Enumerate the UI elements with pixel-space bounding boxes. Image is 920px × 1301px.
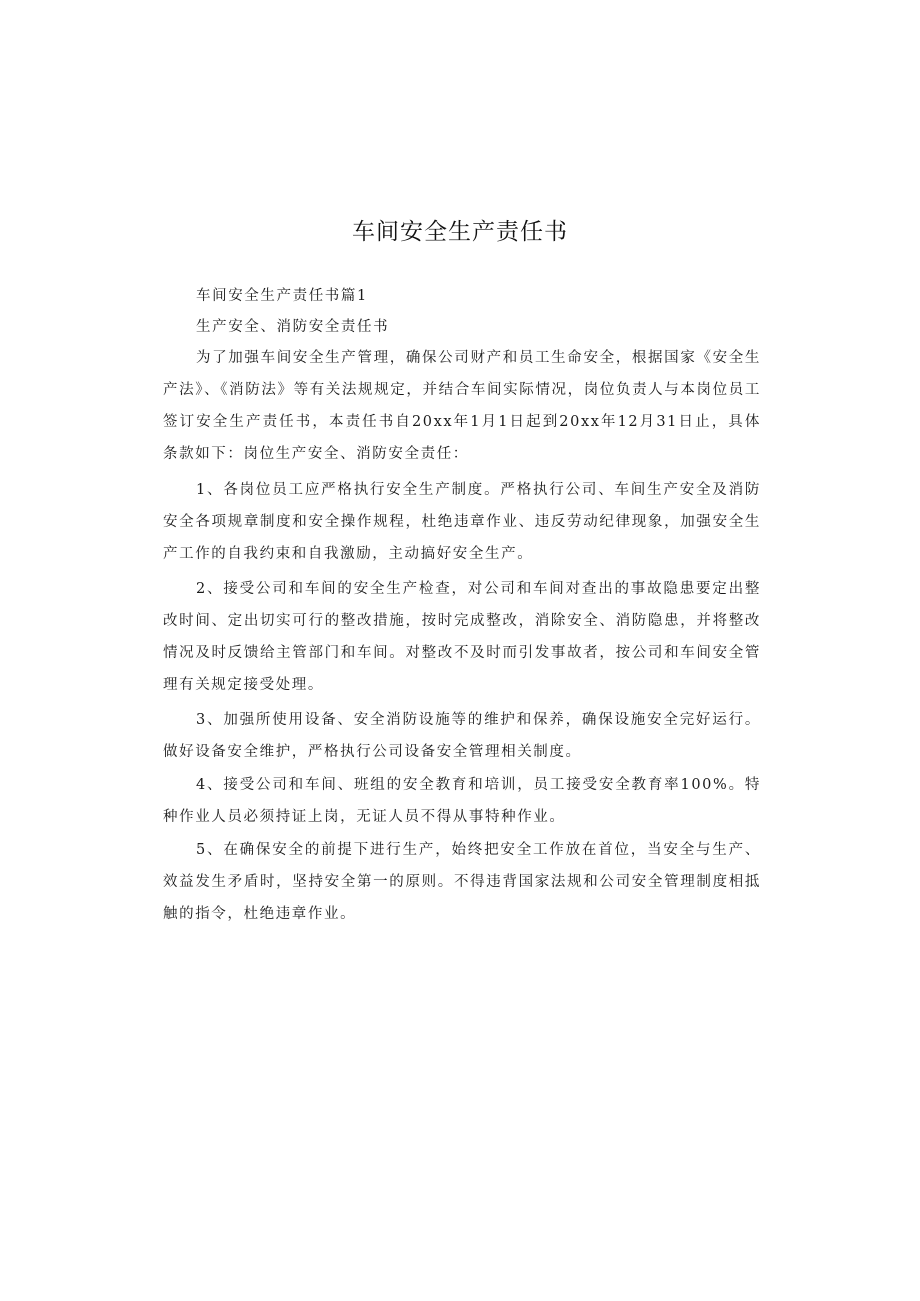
clause-3: 3、加强所使用设备、安全消防设施等的维护和保养，确保设施安全完好运行。做好设备安全维护，严格执行公司设备安全管理相关制度。 [163, 712, 761, 760]
clause-2: 2、接受公司和车间的安全生产检查，对公司和车间对查出的事故隐患要定出整改时间、定出切实可行的整改措施，按时完成整改，消除安全、消防隐患，并将整改情况及时反馈给主管部门和车间。对整改不及时而引发事故者，按公司和车间安全管理有关规定接受处理。 [163, 581, 761, 693]
section-heading: 车间安全生产责任书篇1 [196, 288, 368, 304]
subheading: 生产安全、消防安全责任书 [196, 319, 390, 335]
clause-5: 5、在确保安全的前提下进行生产，始终把安全工作放在首位，当安全与生产、效益发生矛盾时，坚持安全第一的原则。不得违背国家法规和公司安全管理制度相抵触的指令，杜绝违章作业。 [163, 842, 761, 922]
document-title: 车间安全生产责任书 [352, 219, 568, 245]
intro-paragraph: 为了加强车间安全生产管理，确保公司财产和员工生命安全，根据国家《安全生产法》、《消防法》等有关法规规定，并结合车间实际情况，岗位负责人与本岗位员工签订安全生产责任书，本责任书自20xx年1月1日起到20xx年12月31日止，具体条款如下：岗位生产安全、消防安全责任： [163, 350, 761, 462]
clause-4: 4、接受公司和车间、班组的安全教育和培训，员工接受安全教育率100%。特种作业人员必须持证上岗，无证人员不得从事特种作业。 [163, 777, 761, 825]
clause-1: 1、各岗位员工应严格执行安全生产制度。严格执行公司、车间生产安全及消防安全各项规章制度和安全操作规程，杜绝违章作业、违反劳动纪律现象，加强安全生产工作的自我约束和自我激励，主动搞好安全生产。 [163, 482, 761, 562]
